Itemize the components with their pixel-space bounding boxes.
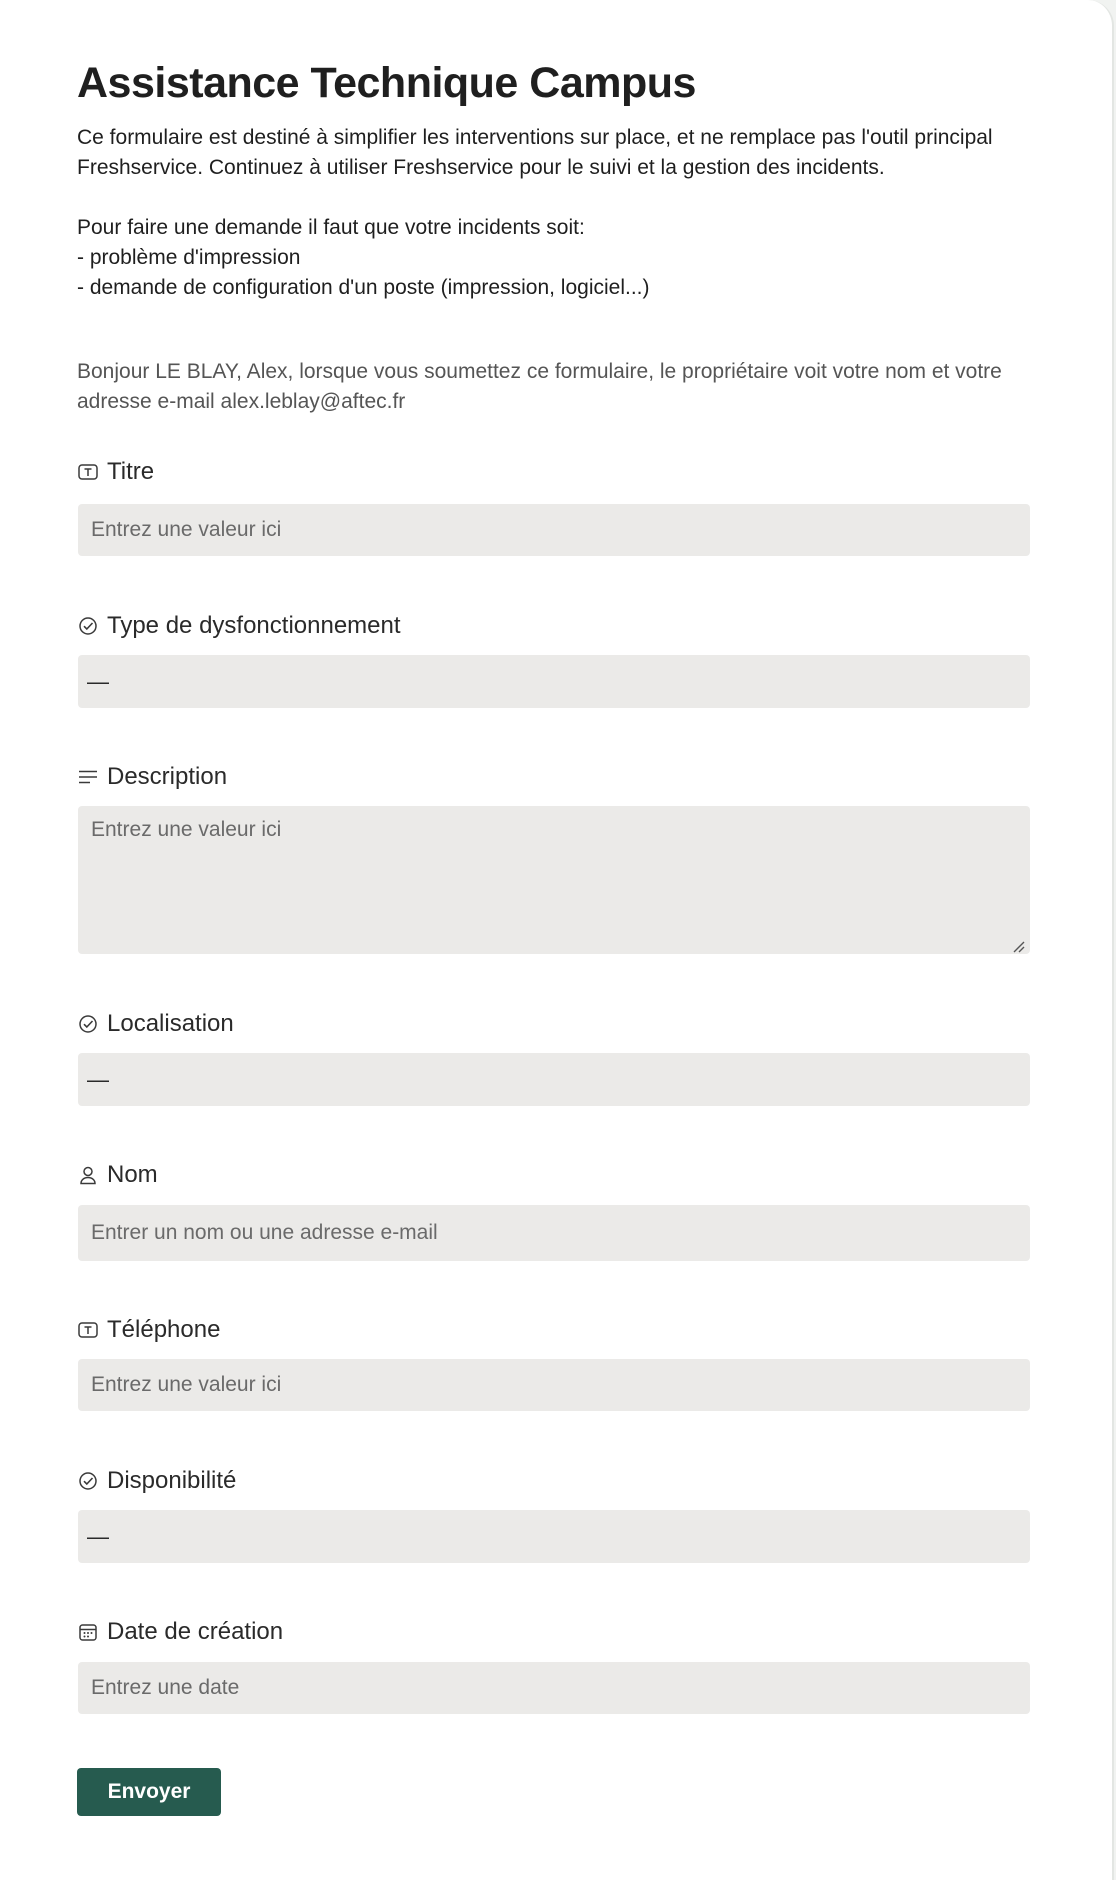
field-label-telephone	[77, 1314, 220, 1346]
field-label-text: Type de dysfonctionnement	[107, 612, 401, 639]
field-label-text: Date de création	[107, 1618, 284, 1645]
form-description	[77, 123, 1037, 303]
calendar-icon	[77, 1621, 99, 1643]
field-label-text: Téléphone	[107, 1316, 221, 1343]
person-icon	[77, 1164, 99, 1186]
disponibilite-value: —	[87, 1523, 109, 1549]
field-label-text: Titre	[107, 458, 155, 485]
telephone-input[interactable]	[78, 1359, 1030, 1411]
description-textarea[interactable]	[78, 806, 1030, 954]
lines-icon	[77, 766, 99, 788]
field-label-text: Nom	[107, 1161, 158, 1188]
field-label-localisation	[77, 1008, 234, 1040]
choice-check-icon	[77, 1470, 99, 1492]
localisation-value: —	[87, 1066, 109, 1092]
localisation-dropdown[interactable]	[78, 1053, 1030, 1106]
nom-placeholder: Entrer un nom ou une adresse e-mail	[91, 1221, 438, 1244]
text-field-icon	[77, 1319, 99, 1341]
field-label-description	[77, 761, 227, 793]
submit-button[interactable]: Envoyer	[77, 1768, 221, 1816]
field-label-text: Disponibilité	[107, 1467, 237, 1494]
field-label-date	[77, 1616, 283, 1648]
form-title: Assistance Technique Campus	[77, 59, 696, 107]
field-label-type	[77, 610, 401, 642]
type-value: —	[87, 668, 109, 694]
date-picker[interactable]	[78, 1662, 1030, 1714]
type-dropdown[interactable]	[78, 655, 1030, 708]
titre-placeholder: Entrez une valeur ici	[91, 518, 282, 541]
intro-item: - problème d'impression	[77, 246, 301, 269]
description-placeholder: Entrez une valeur ici	[91, 818, 282, 841]
field-label-text: Localisation	[107, 1010, 234, 1037]
intro-requirement: Pour faire une demande il faut que votre incidents soit:	[77, 216, 585, 239]
owner-notice: Bonjour LE BLAY, Alex, lorsque vous soumettez ce formulaire, le propriétaire voit votre nom et votre adresse e-mail alex.leblay@aftec.fr	[77, 360, 1002, 413]
field-label-text: Description	[107, 763, 228, 790]
nom-people-picker[interactable]	[78, 1205, 1030, 1261]
field-label-disponibilite	[77, 1465, 236, 1497]
text-field-icon	[77, 461, 99, 483]
field-label-titre	[77, 456, 154, 488]
choice-check-icon	[77, 615, 99, 637]
telephone-placeholder: Entrez une valeur ici	[91, 1373, 282, 1396]
intro-item: - demande de configuration d'un poste (impression, logiciel...)	[77, 276, 650, 299]
intro-paragraph: Ce formulaire est destiné à simplifier les interventions sur place, et ne remplace pas l'outil principal Freshservice. Continuez à utiliser Freshservice pour le suivi et la gestion des incidents.	[77, 126, 993, 179]
titre-input[interactable]	[78, 504, 1030, 556]
choice-check-icon	[77, 1013, 99, 1035]
resize-handle-icon[interactable]	[1011, 935, 1025, 949]
date-placeholder: Entrez une date	[91, 1676, 240, 1699]
field-label-nom	[77, 1159, 158, 1191]
disponibilite-dropdown[interactable]	[78, 1510, 1030, 1563]
